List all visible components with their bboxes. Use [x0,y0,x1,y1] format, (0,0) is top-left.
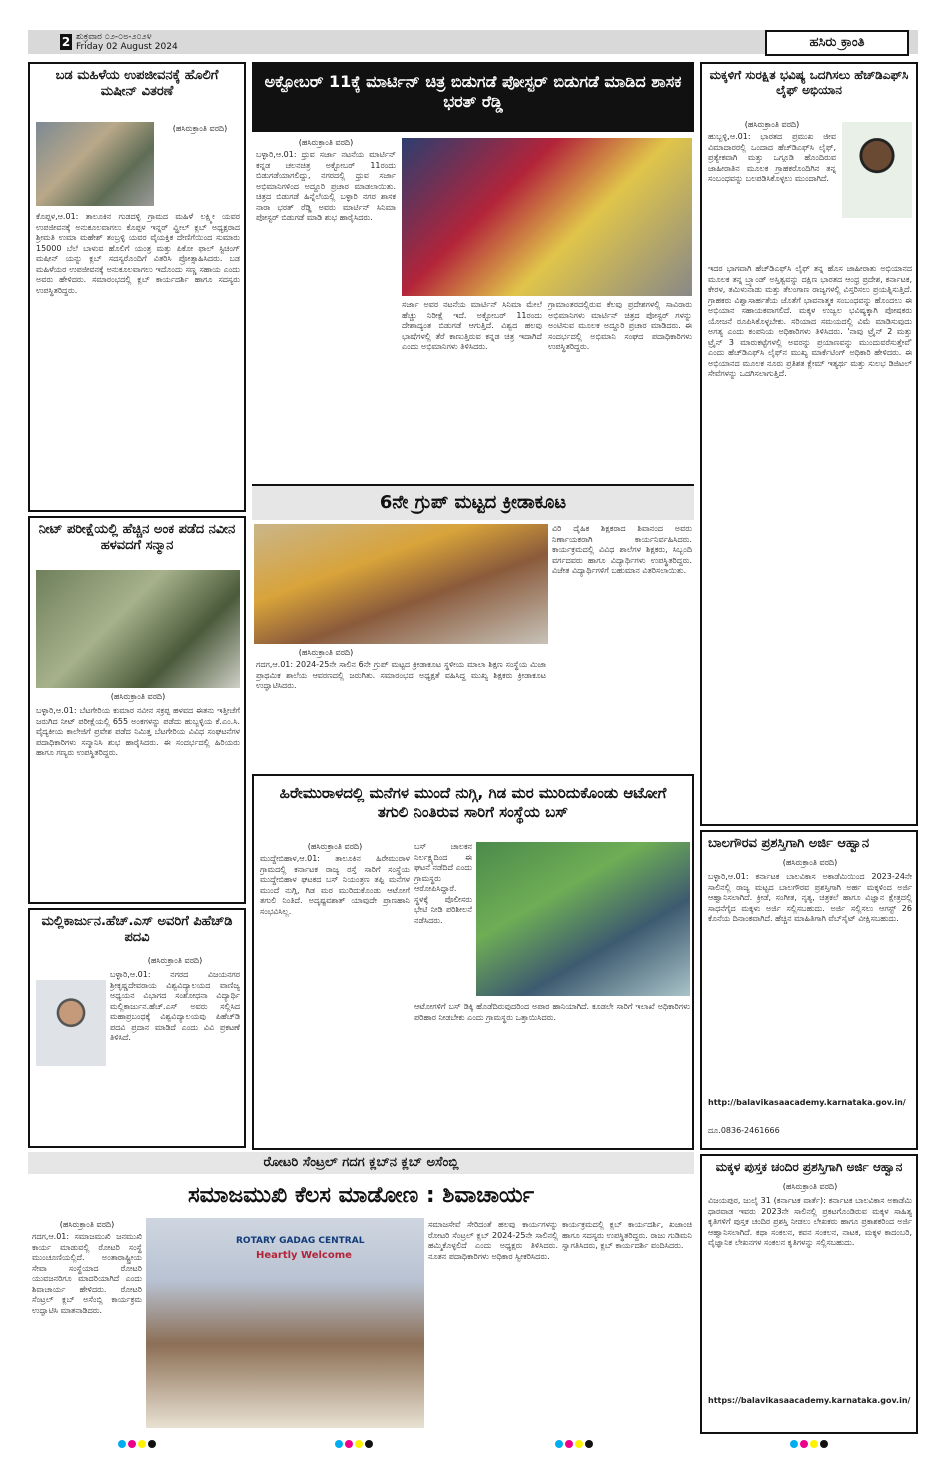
article-balagourava [700,830,918,1150]
article-pustaka-chandira [700,1154,918,1434]
article-phd [28,908,246,1148]
headline-sports: 6ನೇ ಗ್ರುಪ್ ಮಟ್ಟದ ಕ್ರೀಡಾಕೂಟ [252,486,694,520]
article-body-3: ಆಟೋಗಳಿಗೆ ಬಸ್ ಡಿಕ್ಕಿ ಹೊಡೆದಿರುವುದರಿಂದ ಅಪಾರ ಹಾನಿಯಾಗಿದೆ. ಕೂಡಲೇ ಸಾರಿಗೆ ಇಲಾಖೆ ಅಧಿಕಾರಿಗಳು ಪರಿಹಾರ ನೀಡಬೇಕು ಎಂದು ಗ್ರಾಮಸ್ಥರು ಒತ್ತಾಯಿಸಿದರು. [414,1002,690,1022]
cyan-dot [555,1440,563,1448]
article-body: ಬಳ್ಳಾರಿ,ಆ.01: ನಗರದ ವಿಜಯನಗರ ಶ್ರೀಕೃಷ್ಣದೇವರಾಯ ವಿಶ್ವವಿದ್ಯಾಲಯದ ವಾಣಿಜ್ಯ ಅಧ್ಯಯನ ವಿಭಾಗದ ಸಂಶೋಧನಾ ವಿದ್ಯಾರ್ಥಿ ಮಲ್ಲಿಕಾರ್ಜುನ.ಹೆಚ್.ಎಸ್ ಅವರು ಸಲ್ಲಿಸಿದ ಮಹಾಪ್ರಬಂಧಕ್ಕೆ ವಿಶ್ವವಿದ್ಯಾಲಯವು ಪಿಹೆಚ್‌ಡಿ ಪದವಿ ಪ್ರದಾನ ಮಾಡಿದೆ ಎಂದು ವಿವಿ ಪ್ರಕಟಣೆ ತಿಳಿಸಿದೆ. [110,970,240,1042]
byline: (ಹಸಿರುಕ್ರಾಂತಿ ವರದಿ) [782,1182,838,1191]
byline: (ಹಸಿರುಕ್ರಾಂತಿ ವರದಿ) [744,120,800,129]
black-dot [585,1440,593,1448]
photo-hdfc-official [842,122,912,218]
article-body-1: ಹುಬ್ಬಳ್ಳಿ,ಆ.01: ಭಾರತದ ಪ್ರಮುಖ ಜೀವ ವಿಮಾದಾರರಲ್ಲಿ ಒಂದಾದ ಹೆಚ್‌ಡಿಎಫ್‌ಸಿ ಲೈಫ್, ಪ್ರತ್ಯೇಕವಾಗಿ ಮತ್ತು ಒಗ್ಗೂಡಿ ಹೊಂದಿರುವ ಜಾಹೀರಾತಿನ ಮೂಲಕ ಗ್ರಾಹಕರೊಂದಿಗಿನ ತನ್ನ ಸಂಬಂಧವನ್ನು ಬಲಪಡಿಸಿಕೊಳ್ಳಲು ಮುಂದಾಗಿದೆ. [708,132,836,183]
byline-rotary: (ಹಸಿರುಕ್ರಾಂತಿ ವರದಿ) [59,1220,115,1229]
magenta-dot [800,1440,808,1448]
balagourava-url[interactable]: http://balavikasaacademy.karnataka.gov.in/ [708,1098,906,1107]
byline-sports: (ಹಸಿರುಕ್ರಾಂತಿ ವರದಿ) [298,648,354,657]
pustaka-url[interactable]: https://balavikasaacademy.karnataka.gov.in/ [708,1396,911,1405]
article-body: ವಿಜಯಪುರ, ಜುಲೈ 31 (ಕರ್ನಾಟಕ ವಾರ್ತೆ): ಕರ್ನಾಟಕ ಬಾಲವಿಕಾಸ ಅಕಾಡೆಮಿ ಧಾರವಾಡ ಇವರು 2023ನೇ ಸಾಲಿನಲ್ಲಿ ಪ್ರಕಟಗೊಂಡಿರುವ ಮಕ್ಕಳ ಸಾಹಿತ್ಯ ಕೃತಿಗಳಿಗೆ ಪುಸ್ತಕ ಚಂದಿರ ಪ್ರಶಸ್ತಿ ನೀಡಲು ಲೇಖಕರು ಹಾಗೂ ಪ್ರಕಾಶಕರಿಂದ ಅರ್ಜಿ ಆಹ್ವಾನಿಸಲಾಗಿದೆ. ಕಥಾ ಸಂಕಲನ, ಕವನ ಸಂಕಲನ, ನಾಟಕ, ಮಕ್ಕಳ ಕಾದಂಬರಿ, ವೈಜ್ಞಾನಿಕ ಲೇಖನಗಳ ಸಂಕಲನ ಕೃತಿಗಳನ್ನು ಸಲ್ಲಿಸಬಹುದು. [708,1196,912,1247]
article-body: ಬಳ್ಳಾರಿ,ಆ.01: ಬೆಟಗೇರಿಯ ಕುಮಾರ ನವೀನ ಸಕ್ರಪ್ಪ ಹಳವದ ಈತನು ಇತ್ತೀಚೆಗೆ ಜರುಗಿದ ನೀಟ್ ಪರೀಕ್ಷೆಯಲ್ಲಿ 655 ಅಂಕಗಳನ್ನು ಪಡೆದು ಹುಬ್ಬಳ್ಳಿಯ ಕೆ.ಎಂ.ಸಿ. ವೈದ್ಯಕೀಯ ಕಾಲೇಜಿಗೆ ಪ್ರವೇಶ ಪಡೆದ ನಿಮಿತ್ತ ಬೆಟಗೇರಿಯ ವಿವಿಧ ಸಂಘಟನೆಗಳ ಪದಾಧಿಕಾರಿಗಳು ಸನ್ಮಾನಿಸಿ ಶುಭ ಹಾರೈಸಿದರು. ಈ ಸಂದರ್ಭದಲ್ಲಿ ಹಿರಿಯರು ಹಾಗೂ ಗಣ್ಯರು ಉಪಸ್ಥಿತರಿದ್ದರು. [36,706,240,757]
article-body-martin-1: ಬಳ್ಳಾರಿ,ಆ.01: ಧ್ರುವ ಸರ್ಜಾ ನಟನೆಯ ಮಾರ್ಟಿನ್ ಕನ್ನಡ ಚಲನಚಿತ್ರ ಅಕ್ಟೋಬರ್ 11ರಂದು ಬಿಡುಗಡೆಯಾಗಲಿದ್ದು, ನಗರದಲ್ಲಿ ಧ್ರುವ ಸರ್ಜಾ ಅಭಿಮಾನಿಗಳಿಂದ ಅದ್ದೂರಿ ಪ್ರಚಾರ ಮಾಡಲಾಯಿತು. ಚಿತ್ರದ ಬಿಡುಗಡೆ ಹಿನ್ನೆಲೆಯಲ್ಲಿ ಬಳ್ಳಾರಿ ನಗರ ಶಾಸಕ ನಾರಾ ಭರತ್ ರೆಡ್ಡಿ ಅವರು ಮಾರ್ಟಿನ್ ಸಿನಿಮಾ ಪೋಸ್ಟರ್ ಬಿಡುಗಡೆ ಮಾಡಿ ಶುಭ ಹಾರೈಸಿದರು. [256,150,396,222]
article-body-sports-1: ಗದಗ,ಆ.01: 2024-25ನೇ ಸಾಲಿನ 6ನೇ ಗ್ರುಪ್ ಮಟ್ಟದ ಕ್ರೀಡಾಕೂಟ ಸ್ಥಳೀಯ ಮಾಲಾ ಶಿಕ್ಷಣ ಸಂಸ್ಥೆಯ ಮಿಜಾ ಪ್ರಾಥಮಿಕ ಶಾಲೆಯ ಆವರಣದಲ್ಲಿ ಜರುಗಿತು. ಸಮಾರಂಭದ ಅಧ್ಯಕ್ಷತೆ ವಹಿಸಿದ್ದ ಮುಖ್ಯ ಶಿಕ್ಷಕರು ಕ್ರೀಡಾಕೂಟ ಉದ್ಘಾಟಿಸಿದರು. [256,660,546,690]
photo-bus-accident [476,842,690,996]
yellow-dot [138,1440,146,1448]
headline: ಮಕ್ಕಳಿಗೆ ಸುರಕ್ಷಿತ ಭವಿಷ್ಯ ಒದಗಿಸಲು ಹೆಚ್‌ಡಿಎಫ್‌ಸಿ ಲೈಫ್ ಅಭಿಯಾನ [709,68,909,97]
magenta-dot [345,1440,353,1448]
date-english: Friday 02 August 2024 [76,42,178,52]
cyan-dot [335,1440,343,1448]
photo-martin-poster [402,138,692,296]
yellow-dot [810,1440,818,1448]
photo-rotary-assembly [146,1218,424,1428]
article-body-2: ಬಸ್ ಚಾಲಕನ ನಿರ್ಲಕ್ಷ್ಯದಿಂದ ಈ ಘಟನೆ ನಡೆದಿದೆ ಎಂದು ಗ್ರಾಮಸ್ಥರು ಆರೋಪಿಸಿದ್ದಾರೆ. ಸ್ಥಳಕ್ಕೆ ಪೊಲೀಸರು ಭೇಟಿ ನೀಡಿ ಪರಿಶೀಲನೆ ನಡೆಸಿದರು. [414,842,472,925]
article-body-sports-2: ವಿರಿ ದೈಹಿಕ ಶಿಕ್ಷಕರಾದ ಶಿವಾನಂದ ಅವರು ನಿರ್ಣಾಯಕರಾಗಿ ಕಾರ್ಯನಿರ್ವಹಿಸಿದರು. ಕಾರ್ಯಕ್ರಮದಲ್ಲಿ ವಿವಿಧ ಶಾಲೆಗಳ ಶಿಕ್ಷಕರು, ಸಿಬ್ಬಂದಿ ವರ್ಗದವರು ಹಾಗೂ ವಿದ್ಯಾರ್ಥಿಗಳು ಉಪಸ್ಥಿತರಿದ್ದರು. ವಿಜೇತ ವಿದ್ಯಾರ್ಥಿಗಳಿಗೆ ಬಹುಮಾನ ವಿತರಿಸಲಾಯಿತು. [552,524,692,575]
byline: (ಹಸಿರುಕ್ರಾಂತಿ ವರದಿ) [110,692,166,701]
article-hdfc-life [700,62,918,826]
balagourava-phone: ದೂ.0836-2461666 [708,1126,780,1135]
article-body: ಕೊಪ್ಪಳ,ಆ.01: ತಾಲೂಕಿನ ಗುಡದಳ್ಳಿ ಗ್ರಾಮದ ಮಹಿಳೆ ಲಕ್ಷ್ಮೀ ಯವರ ಉಪಜೀವನಕ್ಕೆ ಅನುಕೂಲವಾಗಲು ಕೊಪ್ಪಳ ಇನ್ನರ್ ವ್ಹೀಲ್ ಕ್ಲಬ್ ಅಧ್ಯಕ್ಷರಾದ ಶ್ರೀಮತಿ ಉಮಾ ಮಹೇಶ್ ತಂಬ್ರಳ್ಳಿ ಯವರ ವೈಯಕ್ತಿಕ ದೇಣಿಗೆಯಿಂದ ಸುಮಾರು 15000 ಬೆಲೆ ಬಾಳುವ ಹೊಲಿಗೆ ಯಂತ್ರ ಮತ್ತು ಪಿಕೋ ಫಾಲ್ ಸ್ಟಿಚಿಂಗ್ ಮಷೀನ್ ಯನ್ನು ಕ್ಲಬ್ ಸದಸ್ಯರೊಂದಿಗೆ ವಿತರಿಸಿ ಪ್ರೋತ್ಸಾಹಿಸಿದರು. ಬಡ ಮಹಿಳೆಯರ ಉಪಜೀವನಕ್ಕೆ ಅನುಕೂಲವಾಗಲು ಇದೊಂದು ಸಣ್ಣ ಸಹಾಯ ಎಂದು ಅವರು ಹೇಳಿದರು. ಸಮಾರಂಭದಲ್ಲಿ ಕ್ಲಬ್ ಕಾರ್ಯದರ್ಶಿ ಹಾಗೂ ಸದಸ್ಯರು ಉಪಸ್ಥಿತರಿದ್ದರು. [36,212,240,295]
article-body-martin-2: ಸರ್ಜಾ ಅವರ ನಟನೆಯ ಮಾರ್ಟಿನ್ ಸಿನಿಮಾ ಮೇಲೆ ಹೆಚ್ಚು ನಿರೀಕ್ಷೆ ಇದೆ. ಅಕ್ಟೋಬರ್ 11ರಂದು ದೇಶಾದ್ಯಂತ ಬಿಡುಗಡೆ ಆಗುತ್ತಿದೆ. ವಿಶ್ವದ ಹಲವು ಭಾಷೆಗಳಲ್ಲಿ ತೆರೆ ಕಾಣುತ್ತಿರುವ ಕನ್ನಡ ಚಿತ್ರ ಇದಾಗಿದೆ ಎಂದು ಅಭಿಮಾನಿಗಳು ತಿಳಿಸಿದರು. [402,300,542,351]
photo-sports-meet [254,524,548,644]
yellow-dot [355,1440,363,1448]
rotary-kicker-bar: ರೋಟರಿ ಸೆಂಟ್ರಲ್ ಗದಗ ಕ್ಲಬ್‌ನ ಕ್ಲಬ್ ಅಸೆಂಬ್ಲಿ [28,1152,694,1174]
byline-martin: (ಹಸಿರುಕ್ರಾಂತಿ ವರದಿ) [298,138,354,147]
cyan-dot [790,1440,798,1448]
headline: ಬಡ ಮಹಿಳೆಯ ಉಪಜೀವನಕ್ಕೆ ಹೊಲಿಗೆ ಮಷೀನ್ ವಿತರಣೆ [55,68,219,100]
byline: (ಹಸಿರುಕ್ರಾಂತಿ ವರದಿ) [147,956,203,965]
article-body-martin-3: ಗ್ರಾಮಾಂತರದಲ್ಲಿರುವ ಕೆಲವು ಪ್ರದೇಶಗಳಲ್ಲಿ ಸಾವಿರಾರು ಅಭಿಮಾನಿಗಳು ಮಾರ್ಟಿನ್ ಚಿತ್ರದ ಪೋಸ್ಟರ್ ಗಳನ್ನು ಅಂಟಿಸುವ ಮೂಲಕ ಅದ್ದೂರಿ ಪ್ರಚಾರ ಮಾಡಿದರು. ಈ ಸಂದರ್ಭದಲ್ಲಿ ಅಭಿಮಾನಿ ಸಂಘದ ಪದಾಧಿಕಾರಿಗಳು ಉಪಸ್ಥಿತರಿದ್ದರು. [548,300,692,351]
date-kannada: ಶುಕ್ರವಾರ ೦೨-೦೮-೨೦೨೪ [76,32,152,42]
yellow-dot [575,1440,583,1448]
byline: (ಹಸಿರುಕ್ರಾಂತಿ ವರದಿ) [307,842,363,851]
photo-mallikarjuna [36,980,106,1066]
byline: (ಹಸಿರುಕ್ರಾಂತಿ ವರದಿ) [782,858,838,867]
black-dot [365,1440,373,1448]
article-body-rotary-3: ಕಾರ್ಯಕ್ರಮದಲ್ಲಿ ಕ್ಲಬ್ ಕಾರ್ಯದರ್ಶಿ, ಖಜಾಂಚಿ ಹಾಗೂ ಸದಸ್ಯರು ಉಪಸ್ಥಿತರಿದ್ದರು. ರಾಜು ಗುಡಿಮನಿ ಸ್ವಾಗತಿಸಿದರು, ಕ್ಲಬ್ ಕಾರ್ಯದರ್ಶಿ ವಂದಿಸಿದರು. [562,1220,692,1250]
article-body: ಬಳ್ಳಾರಿ,ಆ.01: ಕರ್ನಾಟಕ ಬಾಲವಿಕಾಸ ಅಕಾಡೆಮಿಯಿಂದ 2023-24ನೇ ಸಾಲಿನಲ್ಲಿ ರಾಜ್ಯ ಮಟ್ಟದ ಬಾಲಗೌರವ ಪ್ರಶಸ್ತಿಗಾಗಿ ಅರ್ಹ ಮಕ್ಕಳಿಂದ ಅರ್ಜಿ ಆಹ್ವಾನಿಸಲಾಗಿದೆ. ಕ್ರೀಡೆ, ಸಂಗೀತ, ನೃತ್ಯ, ಚಿತ್ರಕಲೆ ಹಾಗೂ ವಿಜ್ಞಾನ ಕ್ಷೇತ್ರದಲ್ಲಿ ಸಾಧನೆಗೈದ ಮಕ್ಕಳು ಅರ್ಜಿ ಸಲ್ಲಿಸಬಹುದು. ಅರ್ಜಿ ಸಲ್ಲಿಸಲು ಆಗಸ್ಟ್ 26 ಕೊನೆಯ ದಿನಾಂಕವಾಗಿದೆ. ಹೆಚ್ಚಿನ ಮಾಹಿತಿಗಾಗಿ ವೆಬ್‌ಸೈಟ್ ವೀಕ್ಷಿಸಬಹುದು. [708,872,912,923]
welcome-banner-text: Heartly Welcome [256,1250,352,1261]
headline: ಬಾಲಗೌರವ ಪ್ರಶಸ್ತಿಗಾಗಿ ಅರ್ಜಿ ಆಹ್ವಾನ [708,836,870,851]
article-body-2: ಇದರ ಭಾಗವಾಗಿ ಹೆಚ್‌ಡಿಎಫ್‌ಸಿ ಲೈಫ್ ತನ್ನ ಹೊಸ ಜಾಹೀರಾತು ಅಭಿಯಾನದ ಮೂಲಕ ತನ್ನ ಬ್ರ್ಯಾಂಡ್ ಅಸ್ತಿತ್ವವನ್ನು ದಕ್ಷಿಣ ಭಾರತದ ಆಂಧ್ರ ಪ್ರದೇಶ, ಕರ್ನಾಟಕ, ಕೇರಳ, ತಮಿಳುನಾಡು ಮತ್ತು ತೆಲಂಗಾಣ ರಾಜ್ಯಗಳಲ್ಲಿ ವಿಸ್ತರಿಸಲು ಪ್ರಯತ್ನಿಸುತ್ತಿದೆ. ಗ್ರಾಹಕರು ವಿಶ್ವಾಸಾರ್ಹತೆಯ ಜೊತೆಗೆ ಭಾವನಾತ್ಮಕ ಸಂಬಂಧವನ್ನು ಹೊಂದಲು ಈ ಅಭಿಯಾನ ಸಹಾಯಕವಾಗಲಿದೆ. ಮಕ್ಕಳ ಉಜ್ವಲ ಭವಿಷ್ಯಕ್ಕಾಗಿ ಪೋಷಕರು ಯೋಜನೆ ರೂಪಿಸಿಕೊಳ್ಳಬೇಕು. ಸರಿಯಾದ ಸಮಯದಲ್ಲಿ ವಿಮೆ ಮಾಡಿಸುವುದು ಅಗತ್ಯ ಎಂದು ಕಂಪನಿಯ ಅಧಿಕಾರಿಗಳು ತಿಳಿಸಿದರು. 'ನಾವು ಟ್ರೈನ್ 2 ಮತ್ತು ಟ್ರೈನ್ 3 ಮಾರುಕಟ್ಟೆಗಳಲ್ಲಿ ಅವರನ್ನು ಪ್ರಯಾಣವನ್ನು ಮುಂದುವರೆಸುತ್ತೇವೆ' ಎಂದು ಹೆಚ್‌ಡಿಎಫ್‌ಸಿ ಲೈಫ್‌ನ ಮುಖ್ಯ ಮಾರ್ಕೆಟಿಂಗ್ ಅಧಿಕಾರಿ ಹೇಳಿದರು. ಈ ಅಭಿಯಾನದ ಮೂಲಕ ನೂರು ಪ್ರತಿಶತ ಕ್ಲೇಮ್ ಇತ್ಯರ್ಥ ಮತ್ತು ಸುಲಭ ಡಿಜಿಟಲ್ ಸೇವೆಗಳನ್ನು ಒದಗಿಸಲಾಗುತ್ತಿದೆ. [708,264,912,378]
black-dot [148,1440,156,1448]
article-body-rotary-2: ಸಮಾಜಸೇವೆ ಸೇರಿದಂತೆ ಹಲವು ಕಾರ್ಯಗಳನ್ನು ರೋಟರಿ ಸೆಂಟ್ರಲ್ ಕ್ಲಬ್ 2024-25ನೇ ಸಾಲಿನಲ್ಲಿ ಹಮ್ಮಿಕೊಳ್ಳಲಿದೆ ಎಂದು ಅಧ್ಯಕ್ಷರು ತಿಳಿಸಿದರು. ನೂತನ ಪದಾಧಿಕಾರಿಗಳು ಅಧಿಕಾರ ಸ್ವೀಕರಿಸಿದರು. [428,1220,558,1261]
photo-sewing-machine [36,122,154,206]
magenta-dot [128,1440,136,1448]
page-number: 2 [61,35,71,49]
magenta-dot [565,1440,573,1448]
article-bus-accident [252,774,694,1150]
black-dot [820,1440,828,1448]
byline: (ಹಸಿರುಕ್ರಾಂತಿ ವರದಿ) [172,124,228,133]
article-sewing-machine [28,62,246,512]
article-neet [28,516,246,904]
dateline [76,32,178,52]
masthead: ಹಸಿರು ಕ್ರಾಂತಿ [765,30,909,56]
headline: ಮಲ್ಲಿಕಾರ್ಜುನ.ಹೆಚ್.ಎಸ್ ಅವರಿಗೆ ಪಿಹೆಚ್‌ಡಿ ಪದವಿ [41,914,233,946]
headline: ಹಿರೇಮುರಾಳದಲ್ಲಿ ಮನೆಗಳ ಮುಂದೆ ನುಗ್ಗಿ, ಗಿಡ ಮರ ಮುರಿದುಕೊಂಡು ಆಟೋಗೆ ತಗುಲಿ ನಿಂತಿರುವ ಸಾರಿಗೆ ಸಂಸ್ಥೆಯ ಬಸ್ [279,784,667,821]
headline: ನೀಟ್ ಪರೀಕ್ಷೆಯಲ್ಲಿ ಹೆಚ್ಚಿನ ಅಂಕ ಪಡೆದ ನವೀನ ಹಳವದಗೆ ಸನ್ಮಾನ [38,522,236,554]
article-body-1: ಮುದ್ದೇಬಿಹಾಳ,ಆ.01: ತಾಲೂಕಿನ ಹಿರೇಮುರಾಳ ಗ್ರಾಮದಲ್ಲಿ ಕರ್ನಾಟಕ ರಾಜ್ಯ ರಸ್ತೆ ಸಾರಿಗೆ ಸಂಸ್ಥೆಯ ಮುದ್ದೇಬಿಹಾಳ ಘಟಕದ ಬಸ್ ನಿಯಂತ್ರಣ ತಪ್ಪಿ ಮನೆಗಳ ಮುಂದೆ ನುಗ್ಗಿ, ಗಿಡ ಮರ ಮುರಿದುಕೊಂಡು ಆಟೋಗೆ ತಗುಲಿ ನಿಂತಿದೆ. ಅದೃಷ್ಟವಶಾತ್ ಯಾವುದೇ ಪ್ರಾಣಹಾನಿ ಸಂಭವಿಸಿಲ್ಲ. [260,854,410,916]
photo-neet-felicitation [36,570,240,688]
rotary-headline: ಸಮಾಜಮುಖಿ ಕೆಲಸ ಮಾಡೋಣ : ಶಿವಾಚಾರ್ಯ [187,1183,534,1208]
article-body-rotary-1: ಗದಗ,ಆ.01: ಸಮಾಜಮುಖಿ ಜನಮುಖಿ ಕಾರ್ಯ ಮಾಡುವಲ್ಲಿ ರೋಟರಿ ಸಂಸ್ಥೆ ಮುಂಚೂಣಿಯಲ್ಲಿದೆ. ಅಂತಾರಾಷ್ಟ್ರೀಯ ಸೇವಾ ಸಂಸ್ಥೆಯಾದ ರೋಟರಿ ಯುವಜನರಿಗೂ ಮಾದರಿಯಾಗಿದೆ ಎಂದು ಶಿವಾಚಾರ್ಯ ಹೇಳಿದರು. ರೋಟರಿ ಸೆಂಟ್ರಲ್ ಕ್ಲಬ್ ಅಸೆಂಬ್ಲಿ ಕಾರ್ಯಕ್ರಮ ಉದ್ಘಾಟಿಸಿ ಮಾತನಾಡಿದರು. [32,1232,142,1315]
headline-martin: ಅಕ್ಟೋಬರ್ 11ಕ್ಕೆ ಮಾರ್ಟಿನ್ ಚಿತ್ರ ಬಿಡುಗಡೆ ಪೋಸ್ಟರ್ ಬಿಡುಗಡೆ ಮಾಡಿದ ಶಾಸಕ ಭರತ್ ರೆಡ್ಡಿ [252,62,694,132]
cyan-dot [118,1440,126,1448]
headline: ಮಕ್ಕಳ ಪುಸ್ತಕ ಚಂದಿರ ಪ್ರಶಸ್ತಿಗಾಗಿ ಅರ್ಜಿ ಆಹ್ವಾನ [715,1160,903,1174]
rotary-banner-text: ROTARY GADAG CENTRAL [236,1236,365,1246]
